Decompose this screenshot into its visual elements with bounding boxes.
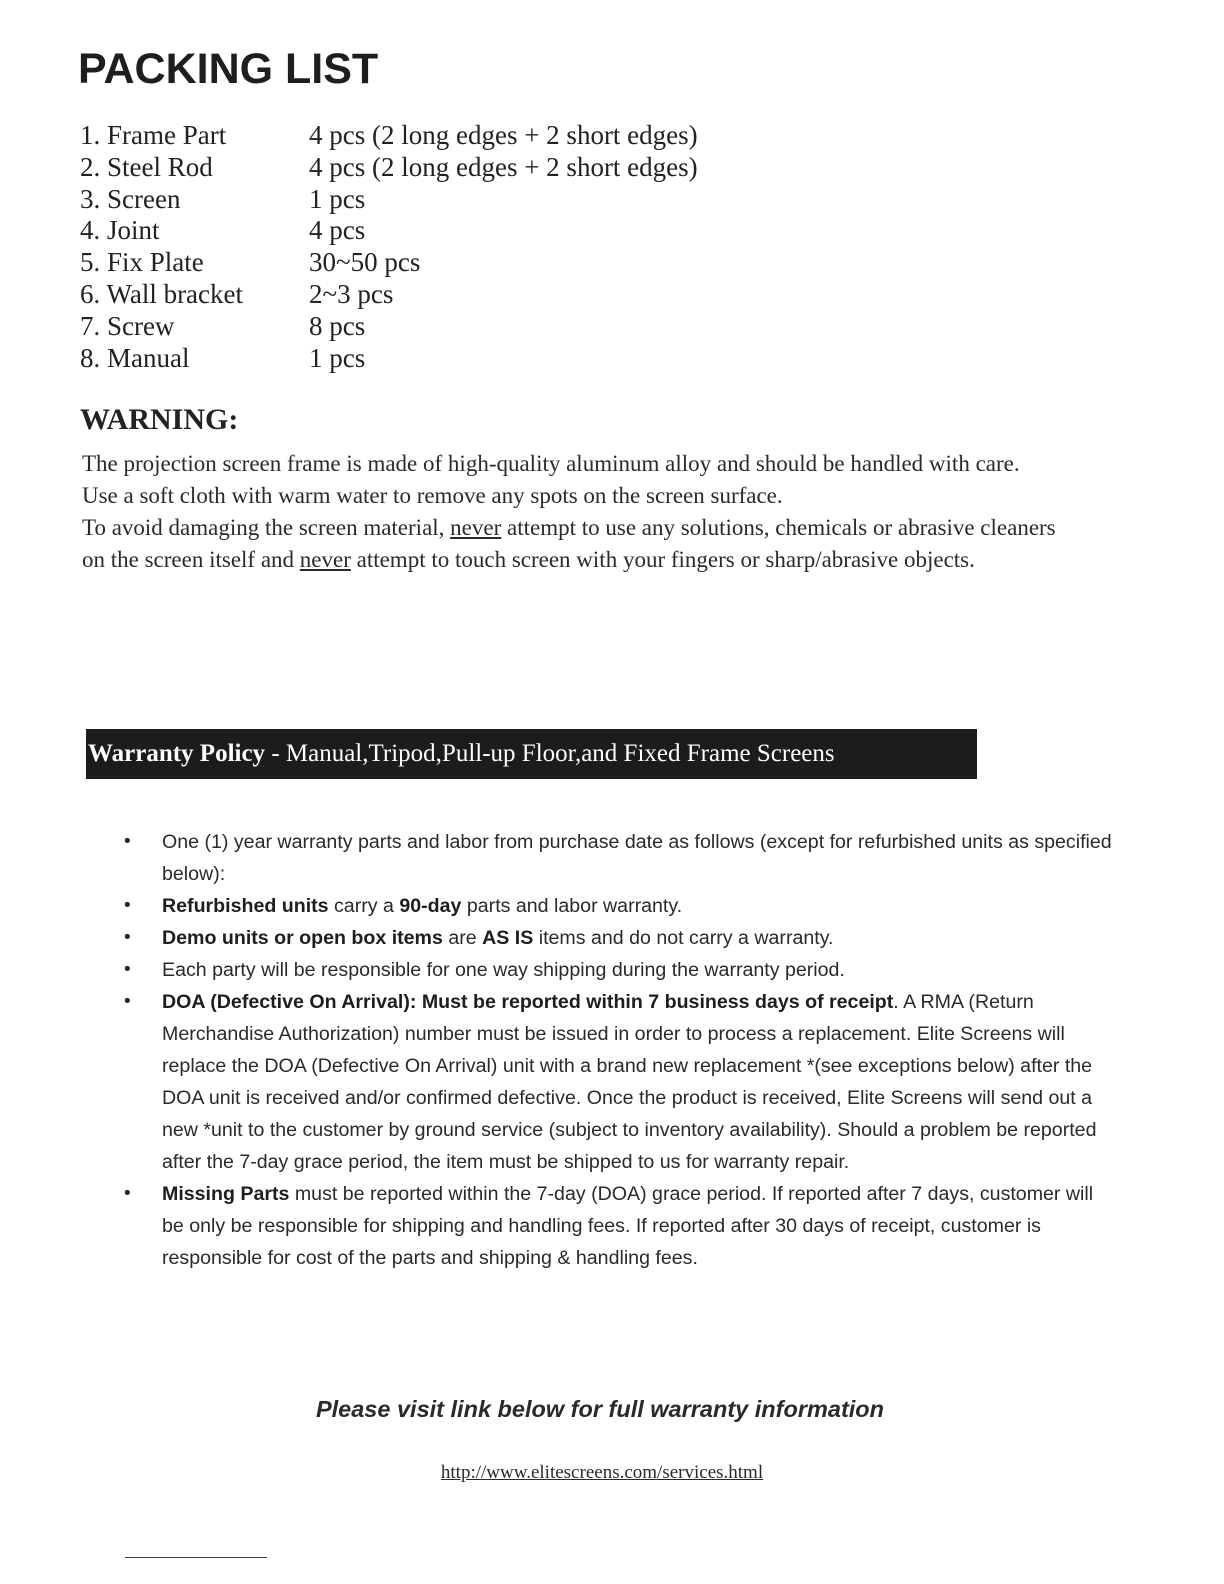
list-item xyxy=(80,247,698,279)
emphasis-never: never xyxy=(450,515,502,540)
packing-list xyxy=(80,120,698,374)
list-item xyxy=(80,215,698,247)
warranty-banner-subtitle: - Manual,Tripod,Pull-up Floor,and Fixed Frame Screens xyxy=(265,740,835,767)
bullet-icon: • xyxy=(124,831,131,852)
term-bold: DOA (Defective On Arrival): Must be reported within 7 business days of receipt xyxy=(162,991,894,1013)
warning-paragraph: Use a soft cloth with warm water to remove any spots on the screen surface. xyxy=(82,483,783,508)
list-item xyxy=(116,826,1116,890)
item-quantity: 30~50 pcs xyxy=(309,247,421,278)
item-quantity: 4 pcs xyxy=(309,215,366,246)
warranty-banner-title: Warranty Policy xyxy=(88,740,266,767)
warranty-link-container xyxy=(0,1460,1204,1486)
list-item xyxy=(80,311,698,343)
warning-paragraph xyxy=(82,512,1082,576)
item-name: 8. Manual xyxy=(80,342,190,373)
term-bold: AS IS xyxy=(482,927,534,949)
item-name: 3. Screen xyxy=(80,183,181,214)
term-text: parts and labor warranty. xyxy=(461,895,683,917)
warranty-info-notice: Please visit link below for full warranty information xyxy=(315,1396,885,1422)
item-name: 7. Screw xyxy=(80,310,175,341)
list-item xyxy=(80,152,698,184)
item-name: 4. Joint xyxy=(80,215,160,246)
item-name: 1. Frame Part xyxy=(80,120,227,150)
emphasis-never: never xyxy=(299,547,351,572)
list-item xyxy=(116,922,1116,954)
item-name: 2. Steel Rod xyxy=(80,151,213,182)
warranty-terms-list xyxy=(116,826,1116,1274)
list-item xyxy=(116,986,1116,1178)
warning-text-segment: attempt to use any solutions, chemicals or abrasive cleaners on the screen itself and xyxy=(82,515,1056,572)
list-item xyxy=(80,279,698,311)
bullet-icon: • xyxy=(124,959,131,980)
term-bold: Missing Parts xyxy=(162,1183,290,1205)
term-text: carry a xyxy=(328,895,400,917)
bullet-icon: • xyxy=(124,1183,131,1204)
bullet-icon: • xyxy=(124,991,131,1012)
list-item xyxy=(116,954,1116,986)
term-text: Each party will be responsible for one way shipping during the warranty period. xyxy=(162,959,845,981)
warranty-link[interactable]: http://www.elitescreens.com/services.html xyxy=(440,1462,764,1483)
item-quantity: 2~3 pcs xyxy=(309,278,394,309)
warning-text-segment: attempt to touch screen with your fingers or sharp/abrasive objects. xyxy=(350,547,975,572)
term-text: must be reported within the 7-day (DOA) grace period. If reported after 7 days, customer will be only be responsible for shipping and handling fees. If reported after 30 days of receipt, customer is responsible for cost of the parts and shipping & handling fees. xyxy=(162,1183,1094,1269)
list-item xyxy=(116,890,1116,922)
bullet-icon: • xyxy=(124,927,131,948)
list-item xyxy=(80,120,698,152)
term-bold: 90-day xyxy=(399,895,462,917)
item-quantity: 8 pcs xyxy=(309,310,366,341)
term-text: items and do not carry a warranty. xyxy=(533,927,834,949)
page-title: PACKING LIST xyxy=(78,45,379,93)
warning-heading: WARNING: xyxy=(80,403,239,436)
warning-text xyxy=(82,448,1082,576)
item-quantity: 4 pcs (2 long edges + 2 short edges) xyxy=(309,120,698,150)
term-text: . A RMA (Return Merchandise Authorization) number must be issued in order to process a replacement. Elite Screens will replace the DOA (Defective On Arrival) unit with a brand new replacement *(see exceptions below) after the DOA unit is received and/or confirmed defective. Once the product is received, Elite Screens will send out a new *unit to the customer by ground service (subject to inventory availability). Should a problem be reported after the 7-day grace period, the item must be shipped to us for warranty repair. xyxy=(162,991,1097,1173)
warning-paragraph: The projection screen frame is made of high-quality aluminum alloy and should be handled with care. xyxy=(82,451,1020,476)
list-item xyxy=(80,343,698,375)
footnote-divider xyxy=(125,1557,267,1558)
item-name: 6. Wall bracket xyxy=(80,278,244,309)
term-bold: Demo units or open box items xyxy=(162,927,443,949)
bullet-icon: • xyxy=(124,895,131,916)
term-text: One (1) year warranty parts and labor from purchase date as follows (except for refurbished units as specified below): xyxy=(162,831,1112,885)
warning-text-segment: To avoid damaging the screen material, xyxy=(82,515,451,540)
warranty-policy-banner xyxy=(86,729,977,779)
item-quantity: 1 pcs xyxy=(309,183,366,214)
item-quantity: 1 pcs xyxy=(309,342,366,373)
item-quantity: 4 pcs (2 long edges + 2 short edges) xyxy=(309,151,698,182)
list-item xyxy=(116,1178,1116,1274)
term-text: are xyxy=(442,927,483,949)
term-bold: Refurbished units xyxy=(162,895,329,917)
list-item xyxy=(80,184,698,216)
item-name: 5. Fix Plate xyxy=(80,247,204,278)
